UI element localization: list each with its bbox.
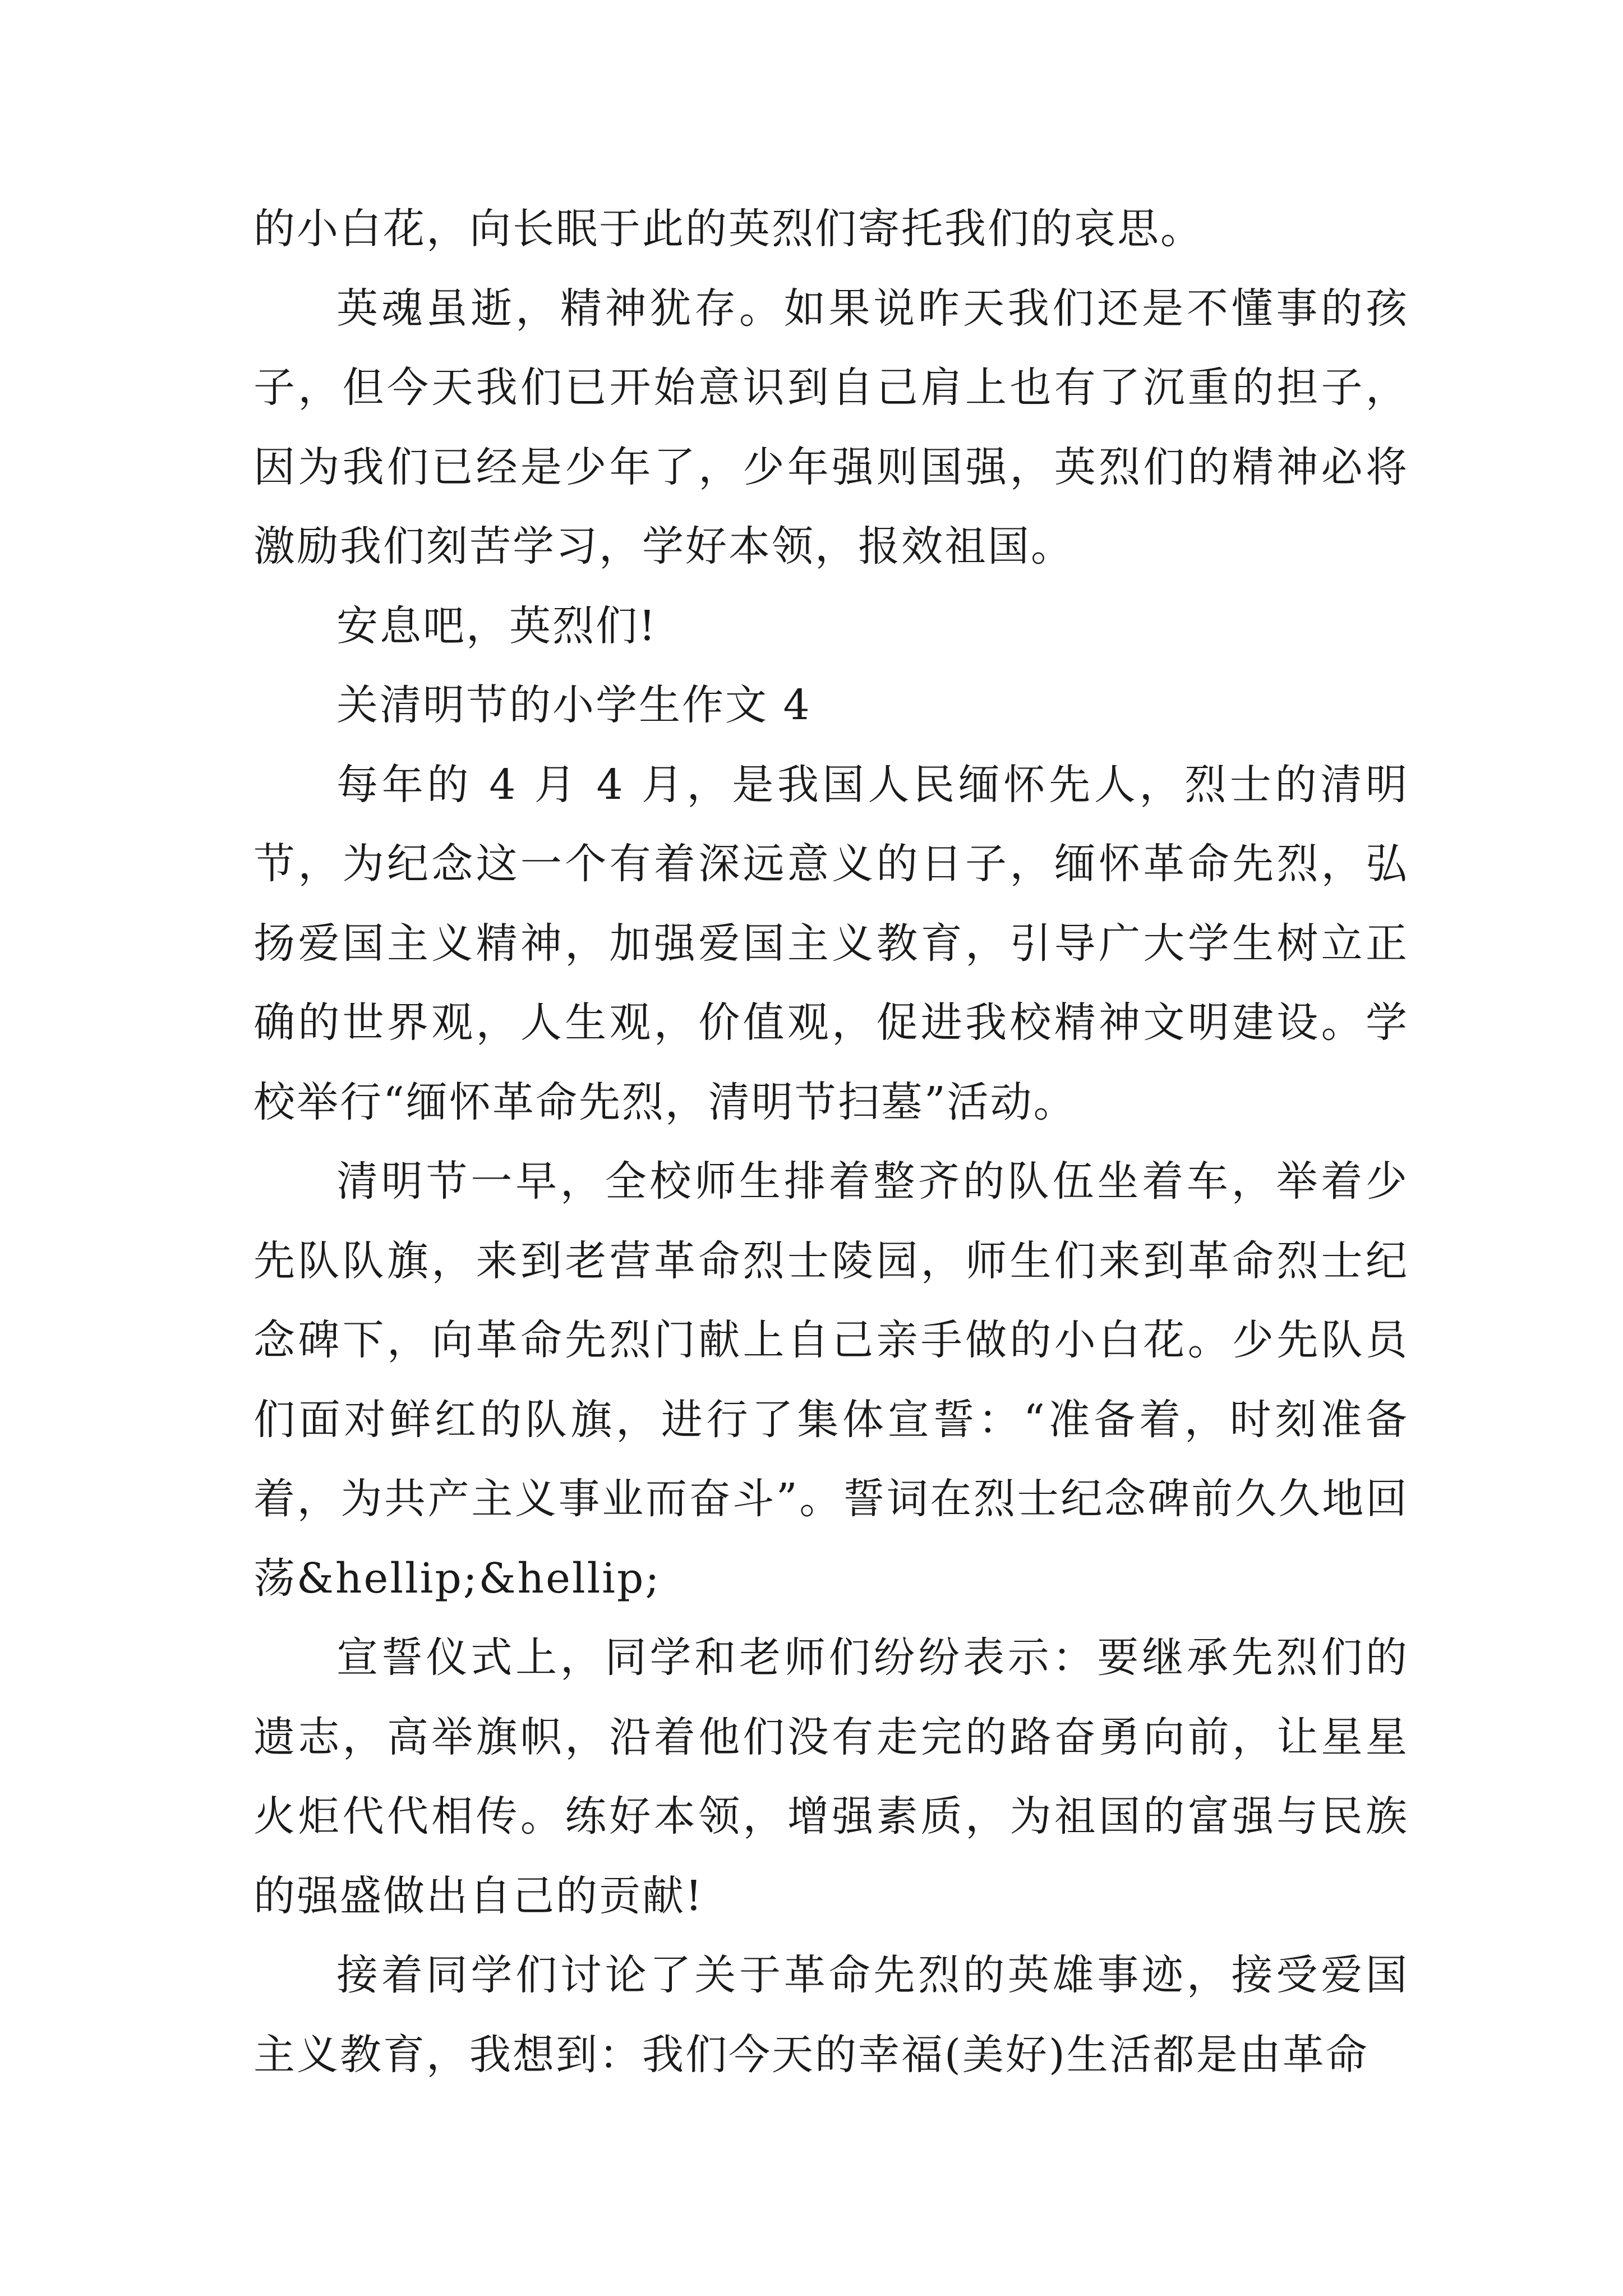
paragraph-continuation: 的小白花，向长眠于此的英烈们寄托我们的哀思。 xyxy=(253,205,1204,253)
paragraph-oath: 宣誓仪式上，同学和老师们纷纷表示：要继承先烈们的遗志，高举旗帜，沿着他们没有走完的路奋勇向前，让星星火炬代代相传。练好本领，增强素质，为祖国的富强与民族的强盛做出自己的贡献! xyxy=(253,1634,1409,1920)
paragraph-resolve: 英魂虽逝，精神犹存。如果说昨天我们还是不懂事的孩子，但今天我们已开始意识到自己肩上也有了沉重的担子，因为我们已经是少年了，少年强则国强，英烈们的精神必将激励我们刻苦学习，学好本领，报效祖国。 xyxy=(253,284,1409,570)
essay-title: 关清明节的小学生作文 4 xyxy=(336,681,811,729)
body-text xyxy=(253,190,1409,2095)
paragraph-rest-in-peace: 安息吧，英烈们! xyxy=(336,601,657,650)
paragraph-intro: 每年的 4 月 4 月，是我国人民缅怀先人，烈士的清明节，为纪念这一个有着深远意义的日子，缅怀革命先烈，弘扬爱国主义精神，加强爱国主义教育，引导广大学生树立正确的世界观，人生观，价值观，促进我校精神文明建设。学校举行“缅怀革命先烈，清明节扫墓”活动。 xyxy=(253,760,1409,1126)
paragraph-discussion: 接着同学们讨论了关于革命先烈的英雄事迹，接受爱国主义教育，我想到：我们今天的幸福(美好)生活都是由革命 xyxy=(253,1951,1409,2079)
paragraph-ceremony: 清明节一早，全校师生排着整齐的队伍坐着车，举着少先队队旗，来到老营革命烈士陵园，师生们来到革命烈士纪念碑下，向革命先烈门献上自己亲手做的小白花。少先队员们面对鲜红的队旗，进行了集体宣誓：“准备着，时刻准备着，为共产主义事业而奋斗”。誓词在烈士纪念碑前久久地回荡&hellip;&hellip; xyxy=(253,1157,1409,1603)
